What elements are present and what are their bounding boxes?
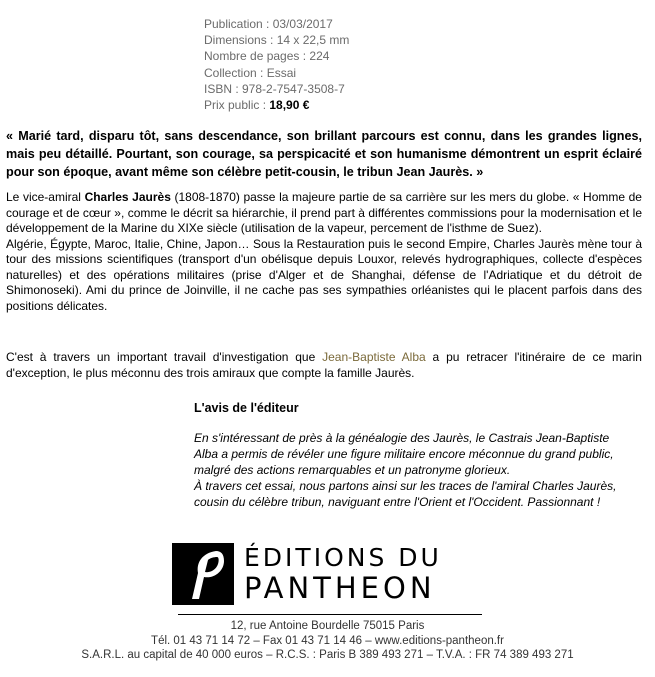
price-row xyxy=(204,97,349,113)
publisher-logo-icon xyxy=(172,543,234,605)
paragraph-text-end: a pu retracer l'itinéraire de ce marin d'exception, le plus méconnu des trois amiraux que compte la famille Jaurès. xyxy=(6,350,642,380)
footer-legal: S.A.R.L. au capital de 40 000 euros – R.C.S. : Paris B 389 493 271 – T.V.A. : FR 74 389 493 271 xyxy=(81,649,574,661)
price-value: 18,90 € xyxy=(269,98,310,113)
publication-date: Publication : 03/03/2017 xyxy=(204,17,333,31)
description-paragraph-1 xyxy=(6,190,642,314)
footer-divider xyxy=(178,614,482,615)
review-paragraph-1: En s'intéressant de près à la généalogie des Jaurès, le Castrais Jean-Baptiste Alba a permis de révéler une figure militaire encore méconnue du grand public, malgré des actions remarquables et un patronyme glorieux. xyxy=(194,431,614,477)
price-label: Prix public : xyxy=(204,98,267,113)
author-name: Jean-Baptiste Alba xyxy=(322,350,426,364)
publisher-logo xyxy=(172,543,482,605)
editor-review-title: L'avis de l'éditeur xyxy=(194,401,299,415)
paragraph-text: (1808-1870) passe la majeure partie de sa carrière sur les mers du globe. « Homme de courage et de cœur », comme le décrit sa hiérarchie, il prend part à différentes commissions pour la modernisation et le développement de la Marine du XIXe siècle (utilisation de la vapeur, percement de l'isthme de Suez). xyxy=(6,190,642,235)
dimensions: Dimensions : 14 x 22,5 mm xyxy=(204,33,350,48)
isbn: ISBN : 978-2-7547-3508-7 xyxy=(204,81,345,96)
logo-text-pantheon: PANTHEON xyxy=(244,571,436,605)
footer xyxy=(0,619,655,663)
description-paragraph-2 xyxy=(6,350,642,381)
subject-name: Charles Jaurès xyxy=(84,190,171,204)
intro-text: Le vice-amiral xyxy=(6,190,81,204)
collection: Collection : Essai xyxy=(204,65,297,80)
footer-contact: Tél. 01 43 71 14 72 – Fax 01 43 71 14 46 – www.editions-pantheon.fr xyxy=(151,634,504,647)
pull-quote: « Marié tard, disparu tôt, sans descendance, son brillant parcours est connu, dans les grandes lignes, mais peu détaillé. Pourtant, son courage, sa perspicacité et son humanisme démontrent un esprit éclairé pour son époque, avant même son célèbre petit-cousin, le tribun Jean Jaurès. » xyxy=(6,129,642,179)
paragraph-text: C'est à travers un important travail d'investigation que xyxy=(6,350,316,364)
editor-review-text xyxy=(194,430,619,510)
page-count: Nombre de pages : 224 xyxy=(204,49,330,64)
book-metadata xyxy=(204,16,349,113)
footer-address: 12, rue Antoine Bourdelle 75015 Paris xyxy=(230,620,425,632)
logo-text-editions: ÉDITIONS DU xyxy=(244,543,442,572)
review-paragraph-2: À travers cet essai, nous partons ainsi sur les traces de l'amiral Charles Jaurès, cousin du célèbre tribun, naviguant entre l'Orient et l'Occident. Passionnant ! xyxy=(194,479,617,509)
paragraph-text-continued: Algérie, Égypte, Maroc, Italie, Chine, Japon… Sous la Restauration puis le second Empire, Charles Jaurès mène tour à tour des missions scientifiques (transport d'un obélisque depuis Louxor, relevés hydrographiques, collecte d'espèces naturelles) et des opérations militaires (prise d'Alger et de Shanghai, défense de l'Adriatique et du détroit de Shimonoseki). Ami du prince de Joinville, il ne cache pas ses sympathies orléanistes qui le placent parfois dans des positions délicates. xyxy=(6,236,642,313)
